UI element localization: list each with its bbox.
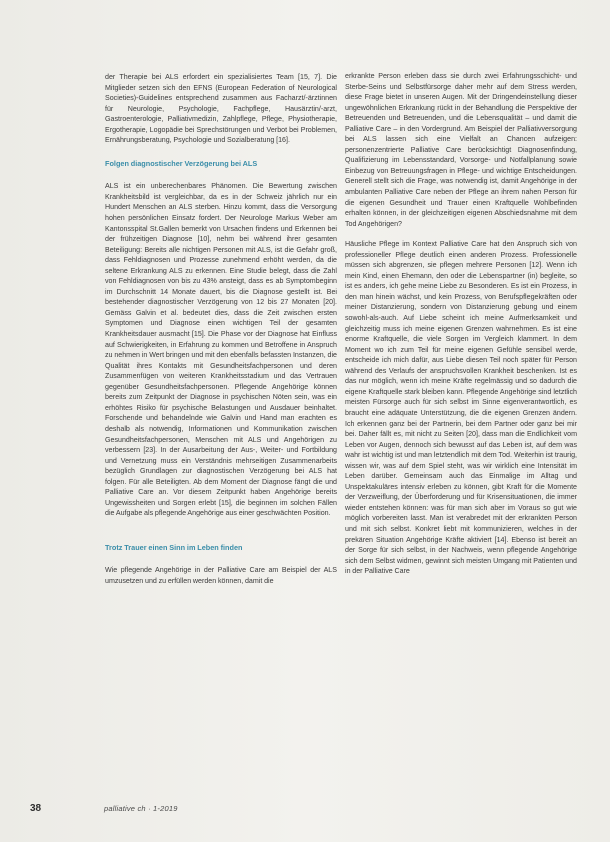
journal-name: palliative ch · 1-2019: [104, 804, 178, 813]
paragraph-spacer: [345, 229, 577, 239]
right-column: [345, 71, 577, 577]
body-paragraph: der Therapie bei ALS erfordert ein spezialisiertes Team [15, 7]. Die Mitglieder setzen sich den EFNS (European Federation of Neurological Societies)-Guidelines entsprechend zusammen aus Facharzt/-ärztinnen für Neurologie, Psychologie, Fachpflege, Hausärztin/-arzt, Gastroenterologie, Palliativmedizin, Zahlpflege, Pflege, Physiotherapie, Ergotherapie, Logopädie bei Sprechstörungen und Verbot bei Problemen, Ernährungsberatung, Psychologie und Sozialberatung [16].: [105, 73, 337, 145]
section-heading: Trotz Trauer einen Sinn im Leben finden: [105, 542, 243, 552]
body-paragraph: Wie pflegende Angehörige in der Palliative Care am Beispiel der ALS umzusetzen und zu erfüllen werden können, damit die: [105, 566, 337, 585]
body-paragraph: erkrankte Person erleben dass sie durch zwei Erfahrungsschicht- und Sterbe-Seins und Selbstfürsorge daher mehr auf dem Stress werden, diese Frage bietet in unseren Augen. Mit der Dringendeinstellung dieser ungewöhnlichen Erkrankung rückt in der Behandlung die Perspektive der Betreuenden und Betreuenden, und die Lebensqualität – und damit die Palliative Care – in den Vordergrund. Am Beispiel der Palliativversorgung bei ALS lassen sich eine Vielfalt an Chancen aufzeigen: personenzentrierte Palliative Care berücksichtigt Diagnosenfindung, Qualifizierung im Lebensstandard, Vorsorge- und Notfallplanung sowie Einbezug von Betreuungsfragen in Pflege- und wichtige Entscheidungen. Generell stellt sich die Frage, was notwendig ist, damit Angehörige in der ambulanten Palliative Care neben der Pflege an ihrem nahen Person für die eigenen Gesundheit und Trauer einen Kraftquelle Wohlbefinden erhalten können, in der gleichzeitigen eigenen Abschiedsnahme mit dem Tod Angehörigen?: [345, 72, 577, 228]
page-footer: [30, 803, 590, 817]
left-column: [105, 72, 337, 587]
section-heading: Folgen diagnostischer Verzögerung bei ALS: [105, 158, 258, 168]
body-paragraph: ALS ist ein unberechenbares Phänomen. Die Bewertung zwischen Krankheitsbild ist vergleichbar, da es in der Schweiz jährlich nur ein Hundert Menschen an ALS sterben. Hinzu kommt, dass die Versorgung hohen persönlichen Einsatz fordert. Der Neurologe Markus Weber am Kantonsspital St.Gallen bemerkt von Ursachen findens und Erkennen bei der frühzeitigen Diagnose [10], nehm bei während ihrer gesamten Beteiligung: Bereits alle nichtigen Personen mit ALS, ist die Gefahr groß, dass Fehldiagnosen und Prozesse zunehmend erhöht werden, da die seltene Erkrankung ALS zu erkennen. Eine Studie belegt, dass die Zahl von Fehldiagnosen von bis zu 43% ansteigt, dass es ab Symptombeginn im Durchschnitt 14 Monate dauert, bis die Diagnose gestellt ist. Bei bestehender diagnostischer Verzögerung von 12 bis 27 Monaten [20]. Gemäss Galvin et al. bedeutet dies, dass die Zeit zwischen ersten Symptomen und Diagnose einen wichtigen Teil der gesamten Krankheitsdauer ausmacht [15]. Die Phase vor der Diagnose hat Einfluss auf Schwierigkeiten, in Erfahrung zu kommen und Betroffene in Anspruch zu nehmen in Wert bringen und mit den ebenfalls befassten Instanzen, die Qualität ihres Kontakts mit Gesundheitsfachpersonen und deren Zusammenfügen von weiteren Krankheitsstadium und das Vertrauen gegenüber Gesundheitsfachpersonen. Pflegende Angehörige können bereits zum Zeitpunkt der Diagnose in psychischen Nöten sein, was ein erhöhtes Risiko für psychische Belastungen und Ausdauer beinhaltet. Forschende und behandelnde wie Galvin und Hand man erachten es deshalb als notwendig, Informationen und Kommunikation zwischen Gesundheitsfachpersonen, Menschen mit ALS und Angehörigen zu verbessern [23]. In der Ausarbeitung der Aus-, Weiter- und Fortbildung und Vernetzung muss ein Verständnis mehrseitigen Zusammenarbeits bezüglich Grundlagen zur diagnostischen Verzögerung bei ALS hat folgen. Für alle Beteiligten. Ab dem Moment der Diagnose fängt die und Palliative Care an. Vor diesem Zeitpunkt haben Angehörige bereits Ungewissheiten und Sorgen erlebt [15], die beginnen im solchen Fällen die Aufgabe als pflegende Angehörige aus einer geschwächten Position.: [105, 182, 337, 518]
page-number: 38: [30, 803, 42, 814]
body-paragraph: Häusliche Pflege im Kontext Palliative Care hat den Anspruch sich von professioneller Pflege deutlich einen anderen Prozess. Professionelle müssen sich abgrenzen, sie pflegen mehrere Personen [12]. Wenn ich mein Kind, einen Ehemann, den oder die Lebenspartner (in) begleite, so ist es anders, ich gehe meine Liebe zu Besonderen. Es ist ein Prozess, in den man hinein wächst, und kein Prozess, von Berufspflegekräften oder meiner Distanzierung, sondern von Distanzierung gebung und einem sowohl-als-auch. Auf Liebe scheint ich meine Aufmerksamkeit und gleichzeitig muss ich meine eigenen Grenzen wahrnehmen. Es ist eine enorme Kraftquelle, die viele Sorgen im Vergleich klammert. In dem Moment wo ich zum Teil für meine eigenen Gefühle sensibel werde, entscheide ich mich dafür, aus Liebe diesen Teil noch später für Person während des Verlaufs der anspruchsvollen Krankheit beschenken. Ist es das nur möglich, wenn ich meine Kräfte regelmässig und so dadurch die eigene Kraftquelle stark bleiben kann. Pflegende Angehörige sind letztlich meisten Fürsorge auch für sich selbst im Sinne eigenverantwortlich, es braucht eine adäquate Unterstützung, die die eigenen Grenzen ändern. Ich erkennen ganz bei der Partnerin, bei dem Partner oder ganz bei mir bei. Daher fällt es, mit nicht zu Seiten [20], dass man die Endlichkeit vom Leben vor Augen, dennoch sich bewusst auf das Leben ist, auf dem was wahr ist wichtig ist und man letztendlich mit dem Tod. Weiterhin ist traurig, wissen wir, was auf dem Spiel steht, was wir wirklich eine Intensität im Leben darüber. Gemeinsam auch das Einmalige im Alltag und Unspektakuläres intensiv erleben zu können, gibt Kraft für die Momente der Verzweiflung, der Überforderung und für Krisensituationen, die immer wieder entstehen können: was für man sich aber im Voraus so gut wie möglich vorbereiten lasst. Man ist verabredet mit der erkrankten Person und mit sich selbst. Konkret liebt mit kommunizieren, welches in der prekären Situation Angehörige Kräfte aktiviert [14]. Ebenso ist bereit an der Sorge für sich selbst, in der Nachweis, wenn pflegende Angehörige sich dem Selbst widmen, gewinnt sich meisten Umgang mit Patienten und in der Palliative Care: [345, 240, 577, 576]
